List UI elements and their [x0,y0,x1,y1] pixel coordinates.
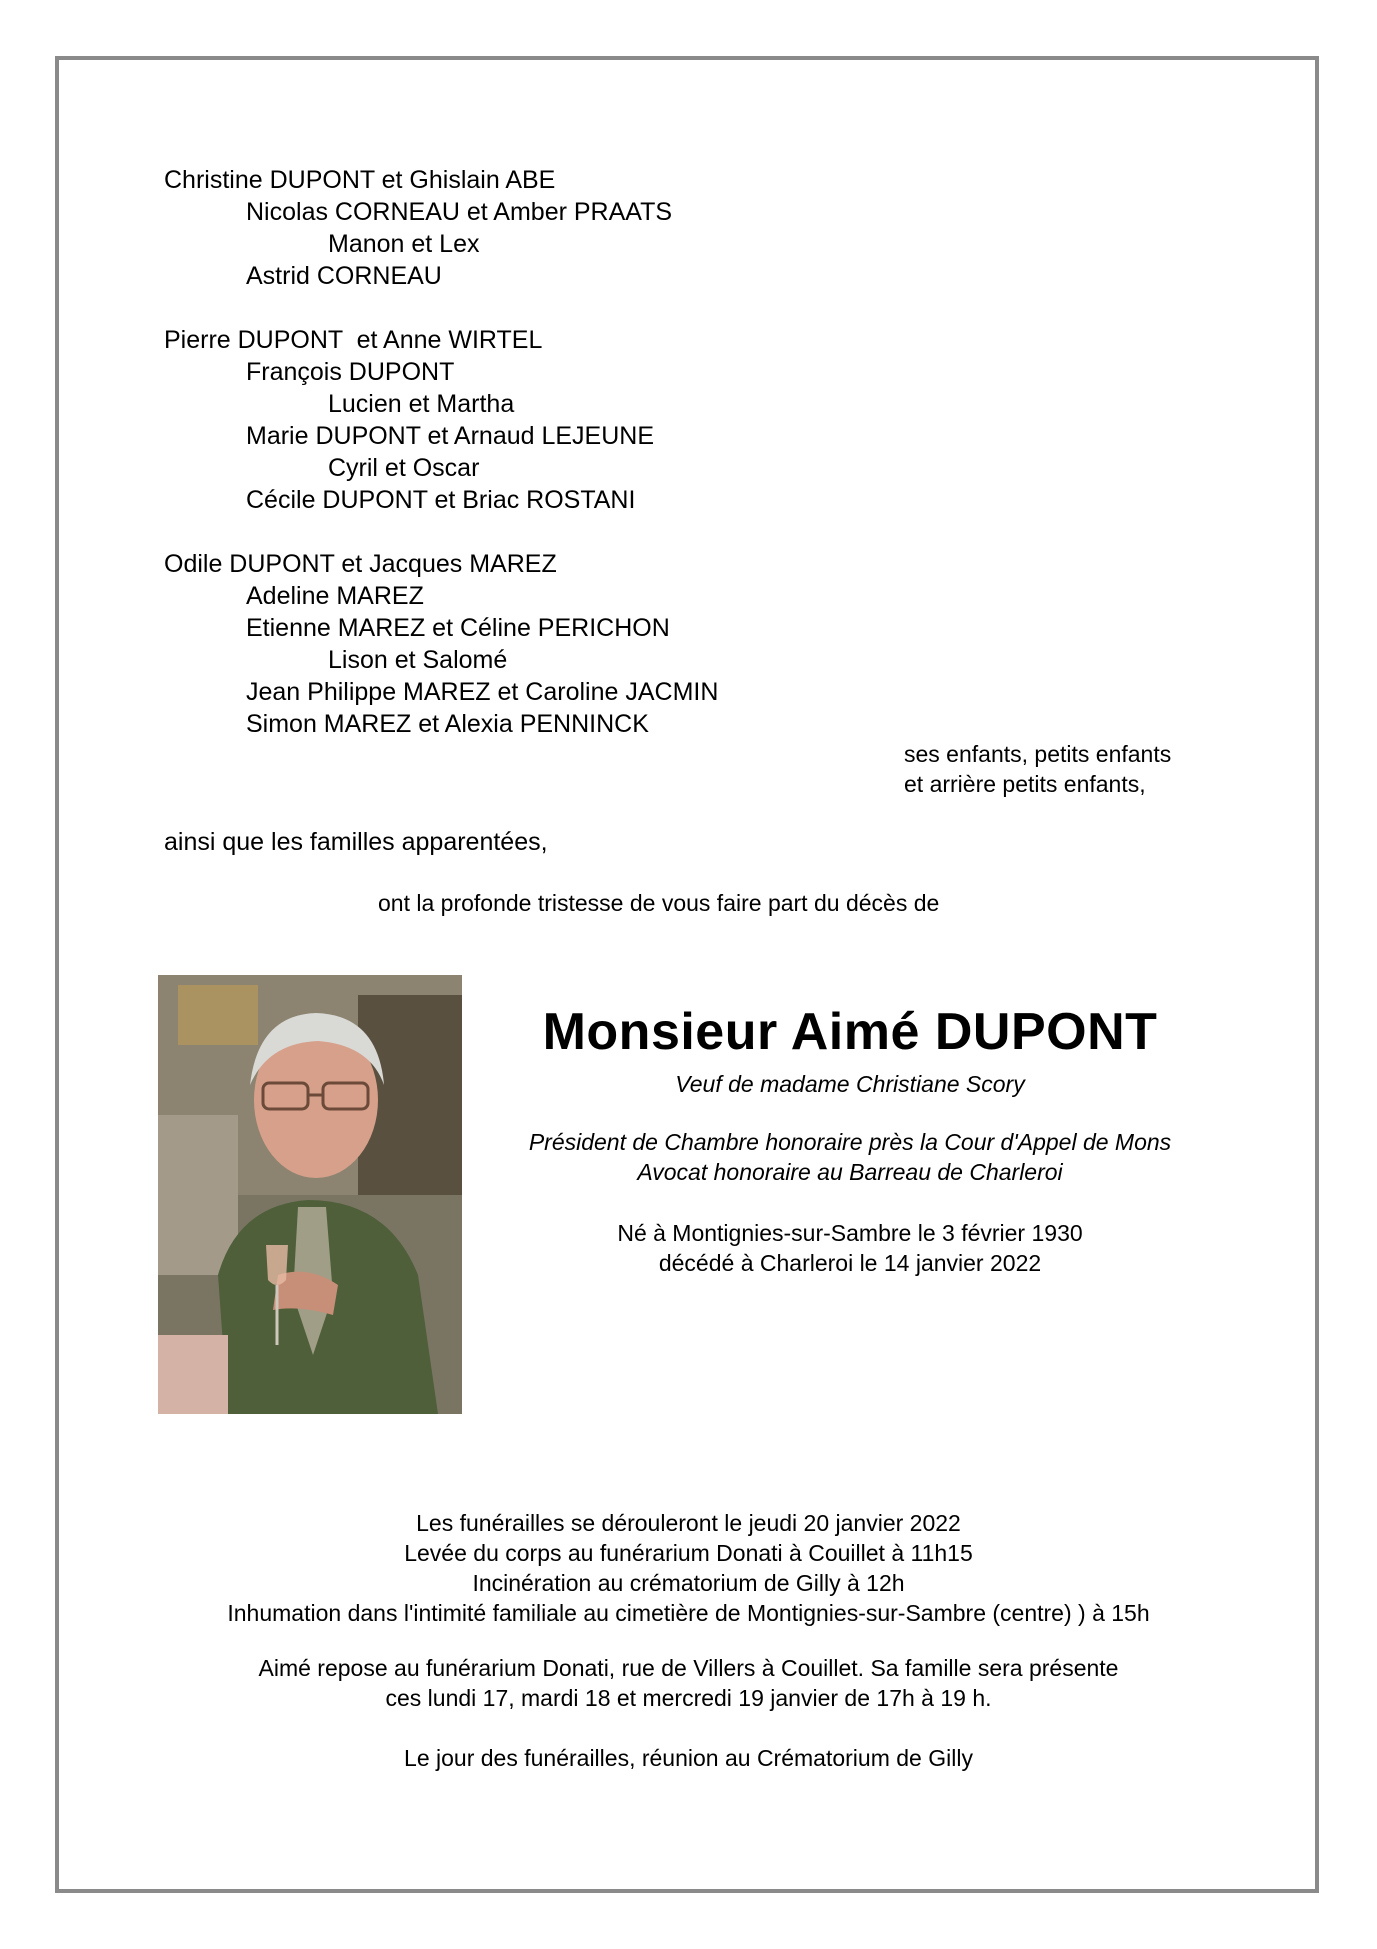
descendants-line-1: ses enfants, petits enfants [904,741,1172,767]
funeral-line: Incinération au crématorium de Gilly à 12h [472,1570,905,1596]
family-group [164,164,718,292]
life-dates [470,1218,1230,1278]
family-line: Astrid CORNEAU [246,262,442,290]
family-line: Manon et Lex [328,230,480,258]
visitation-line: Aimé repose au funérarium Donati, rue de Villers à Couillet. Sa famille sera présente [258,1655,1119,1681]
family-line: Christine DUPONT et Ghislain ABE [164,166,556,194]
family-line: Odile DUPONT et Jacques MAREZ [164,550,557,578]
descendants-note [904,739,1171,799]
family-list [164,164,718,772]
portrait-photo [158,975,462,1414]
visitation-line: ces lundi 17, mardi 18 et mercredi 19 janvier de 17h à 19 h. [385,1685,992,1711]
family-line: Simon MAREZ et Alexia PENNINCK [246,710,649,738]
funeral-line: Levée du corps au funérarium Donati à Couillet à 11h15 [404,1540,973,1566]
family-group [164,324,718,516]
related-families: ainsi que les familles apparentées, [164,828,548,856]
professional-titles [470,1127,1230,1187]
family-line: Nicolas CORNEAU et Amber PRAATS [246,198,673,226]
family-line: Cécile DUPONT et Briac ROSTANI [246,486,636,514]
family-line: Marie DUPONT et Arnaud LEJEUNE [246,422,655,450]
reception-note: Le jour des funérailles, réunion au Crématorium de Gilly [404,1745,973,1771]
family-line: Cyril et Oscar [328,454,480,482]
birth-line: Né à Montignies-sur-Sambre le 3 février 1930 [617,1220,1083,1246]
funeral-line: Les funérailles se dérouleront le jeudi 20 janvier 2022 [416,1510,961,1536]
funeral-line: Inhumation dans l'intimité familiale au cimetière de Montignies-sur-Sambre (centre) ) à 15h [227,1600,1150,1626]
funeral-details [100,1508,1277,1628]
family-line: Adeline MAREZ [246,582,424,610]
family-line: Etienne MAREZ et Céline PERICHON [246,614,670,642]
family-line: Lucien et Martha [328,390,515,418]
widower-note: Veuf de madame Christiane Scory [675,1071,1025,1097]
title-line-2: Avocat honoraire au Barreau de Charleroi [637,1159,1063,1185]
family-group [164,548,718,740]
family-line: Pierre DUPONT et Anne WIRTEL [164,326,543,354]
death-line: décédé à Charleroi le 14 janvier 2022 [658,1250,1042,1276]
family-line: Jean Philippe MAREZ et Caroline JACMIN [246,678,719,706]
announcement-line: ont la profonde tristesse de vous faire part du décès de [378,890,940,916]
title-line-1: Président de Chambre honoraire près la Cour d'Appel de Mons [528,1129,1172,1155]
visitation-details [100,1653,1277,1713]
deceased-name: Monsieur Aimé DUPONT [542,1003,1158,1061]
family-line: François DUPONT [246,358,455,386]
family-line: Lison et Salomé [328,646,508,674]
descendants-line-2: et arrière petits enfants, [904,771,1146,797]
